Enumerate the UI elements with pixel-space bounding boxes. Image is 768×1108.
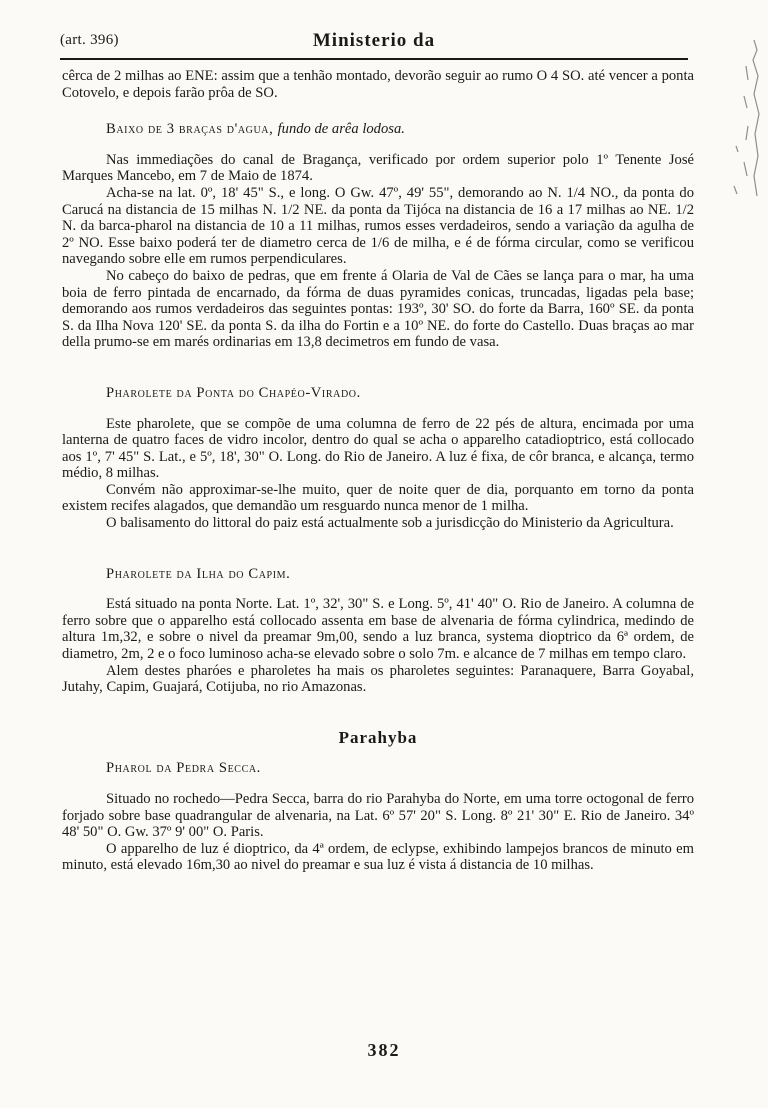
chapeo-paragraph-3: O balisamento do littoral do paiz está actualmente sob a jurisdicção do Ministerio da Agricultura.	[106, 515, 674, 532]
baixo-paragraph-2: Acha-se na lat. 0º, 18' 45" S., e long. O Gw. 47º, 49' 55", demorando ao N. 1/4 NO., da ponta do Carucá na distancia de 15 milhas N. 1/2 NE. da ponta da Tijóca na distancia de 16 a 17 milhas ao NE. 1/2 N. da barca-pharol na distancia de 10 a 11 milhas, rumos esses verdadeiros, sendo a variação da agulha de 2º NO. Esse baixo poderá ter de diametro cerca de 1/6 de milha, e é de fórma circular, como se verificou navegando sobre elle em rumos perpendiculares.	[62, 184, 694, 268]
pedra-secca-paragraph-1: Situado no rochedo—Pedra Secca, barra do rio Parahyba do Norte, em uma torre octogonal de ferro forjado sobre base quadrangular de alvenaria, na Lat. 6º 57' 20" S. Long. 8º 21' 30" E. Rio de Janeiro. 34º 48' 50" O. Gw. 37º 9' 00" O. Paris.	[62, 791, 694, 841]
intro-paragraph: cêrca de 2 milhas ao ENE: assim que a tenhão montado, devorão seguir ao rumo O 4 SO. até vencer a ponta Cotovelo, e depois farão prôa de SO.	[62, 68, 694, 101]
running-header	[60, 28, 688, 60]
pedra-secca-heading: Pharol da Pedra Secca.	[106, 760, 261, 777]
baixo-paragraph-1: Nas immediações do canal de Bragança, verificado por ordem superior polo 1º Tenente José Marques Mancebo, em 7 de Maio de 1874.	[62, 151, 694, 185]
section-title-parahyba: Parahyba	[338, 727, 418, 747]
chapeo-paragraph-2: Convém não approximar-se-lhe muito, quer de noite quer de dia, porquanto em torno da ponta existem recifes alagados, que demandão um resguardo nunca menor de 1 milha.	[62, 481, 694, 515]
baixo-heading	[106, 121, 694, 138]
page-number: 382	[367, 1040, 401, 1060]
baixo-heading-title: Baixo de 3 braças d'agua,	[106, 121, 274, 138]
capim-heading: Pharolete da Ilha do Capim.	[106, 565, 291, 582]
baixo-paragraph-3: No cabeço do baixo de pedras, que em frente á Olaria de Val de Cães se lança para o mar, ha uma boia de ferro pintada de encarnado, da fórma de duas pyramides conicas, truncadas, ligadas pela base; demorando aos rumos verdadeiros das seguintes pontas: 193º, 30' SO. do forte da Barra, 160º SE. da ponta S. da Ilha Nova 120' SE. da ponta S. da ilha do Fortin e a 10º NE. do forte do Castello. Duas braças ao mar della prumo-se em marés ordinarias em 13,8 decimetros em fundo de vasa.	[62, 267, 694, 351]
pedra-secca-paragraph-2: O apparelho de luz é dioptrico, da 4ª ordem, de eclypse, exhibindo lampejos brancos de minuto em minuto, está elevado 16m,30 ao nivel do preamar e sua luz é vista á distancia de 10 milhas.	[62, 840, 694, 874]
capim-paragraph-1: Está situado na ponta Norte. Lat. 1º, 32', 30" S. e Long. 5º, 41' 40" O. Rio de Janeiro. A columna de ferro sobre que o apparelho está collocado assenta em base de alvenaria de fórma cylindrica, medindo de altura 1m,32, e sobre o nivel da preamar 9m,00, sendo a luz branca, systema dioptrico da 6ª ordem, de diametro, 2m, 2 e o foco luminoso acha-se elevado sobre o solo 7m. e alcance de 7 milhas em tempo claro.	[62, 596, 694, 663]
article-reference: (art. 396)	[60, 32, 119, 48]
chapeo-heading: Pharolete da Ponta do Chapéo-Virado.	[106, 384, 361, 401]
baixo-heading-subtitle: fundo de arêa lodosa.	[277, 121, 405, 138]
page-body	[62, 68, 694, 874]
scan-edge-marks	[724, 36, 764, 216]
header-title: Ministerio da	[312, 30, 436, 51]
chapeo-paragraph-1: Este pharolete, que se compõe de uma columna de ferro de 22 pés de altura, encimada por uma lanterna de quatro faces de vidro incolor, dentro do qual se acha o apparelho catadioptrico, está collocado aos 1º, 7' 45" S. Lat., e 5º, 18', 30" O. Long. do Rio de Janeiro. A luz é fixa, de côr branca, e alcança, termo médio, 8 milhas.	[62, 415, 694, 482]
capim-paragraph-2: Alem destes pharóes e pharoletes ha mais os pharoletes seguintes: Paranaquere, Barra Goyabal, Jutahy, Capim, Guajará, Cotijuba, no rio Amazonas.	[62, 662, 694, 696]
